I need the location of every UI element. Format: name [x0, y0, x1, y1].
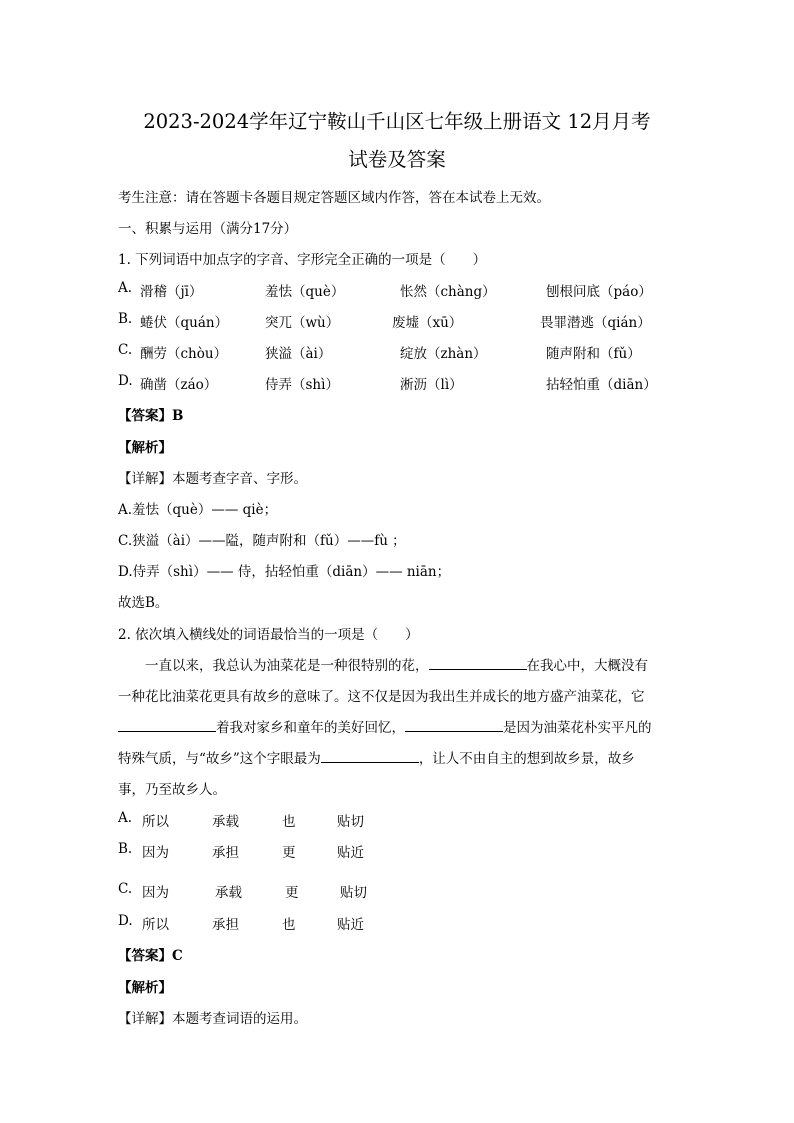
option-label: A. — [118, 810, 133, 826]
q1-stem: 1. 下列词语中加点字的字音、字形完全正确的一项是（ ） — [118, 252, 487, 268]
option-item: 承担 — [212, 845, 239, 861]
option-item: 拈轻怕重（diān） — [546, 377, 657, 393]
option-item: 也 — [282, 917, 296, 933]
option-item: 废墟（xū） — [392, 315, 463, 331]
section-heading: 一、积累与运用（满分17分） — [118, 221, 298, 237]
option-item: 滑稽（jī） — [140, 284, 203, 300]
option-item: 狭溢（ài） — [265, 346, 332, 362]
option-item: 更 — [285, 885, 299, 901]
para-text: 是因为油菜花朴实平凡的 — [503, 720, 652, 736]
option-item: 贴切 — [337, 814, 364, 830]
option-item: 贴近 — [337, 845, 364, 861]
q2-para-line — [118, 716, 652, 736]
q1-explain-a: A.羞怯（què）—— qiè； — [118, 502, 278, 518]
q1-answer: 【答案】B — [118, 408, 184, 424]
option-item: 贴切 — [340, 885, 367, 901]
option-item: 更 — [282, 845, 296, 861]
q1-conclusion: 故选B。 — [118, 595, 169, 611]
option-label: D. — [118, 373, 133, 389]
option-item: 羞怯（què） — [265, 284, 345, 300]
option-item: 蜷伏（quán） — [140, 315, 229, 331]
q1-detail: 【详解】本题考查字音、字形。 — [118, 471, 307, 487]
option-item: 刨根问底（páo） — [546, 284, 652, 300]
q2-answer: 【答案】C — [118, 948, 183, 964]
option-item: 绽放（zhàn） — [400, 346, 487, 362]
para-text: ，让人不由自主的想到故乡景，故乡 — [418, 751, 635, 767]
option-item: 所以 — [142, 917, 169, 933]
option-item: 突兀（wù） — [265, 315, 340, 331]
fill-blank-3 — [405, 717, 503, 732]
option-item: 酬劳（chòu） — [140, 346, 228, 362]
option-item: 承担 — [212, 917, 239, 933]
option-item: 侍弄（shì） — [265, 377, 339, 393]
option-label: B. — [118, 311, 133, 327]
fill-blank-1 — [429, 655, 527, 670]
para-text: 一直以来，我总认为油菜花是一种很特别的花， — [118, 658, 429, 674]
para-text: 特殊气质，与“故乡”这个字眼最为 — [118, 751, 321, 767]
q2-analysis: 【解析】 — [118, 980, 172, 996]
notice: 考生注意：请在答题卡各题目规定答题区域内作答，答在本试卷上无效。 — [118, 190, 550, 206]
para-text: 在我心中，大概没有 — [526, 658, 648, 674]
option-item: 随声附和（fǔ） — [546, 346, 641, 362]
option-item: 贴近 — [337, 917, 364, 933]
q2-stem: 2. 依次填入横线处的词语最恰当的一项是（ ） — [118, 627, 419, 643]
option-item: 畏罪潜逃（qián） — [540, 315, 651, 331]
q2-para-line — [118, 685, 645, 705]
fill-blank-4 — [321, 748, 419, 763]
option-item: 淅沥（lì） — [400, 377, 463, 393]
option-item: 也 — [282, 814, 296, 830]
option-label: A. — [118, 280, 133, 296]
title-line1: 2023-2024学年辽宁鞍山千山区七年级上册语文 12月月考 — [143, 110, 651, 133]
q2-para-line — [118, 778, 226, 798]
option-label: D. — [118, 913, 133, 929]
option-item: 承载 — [215, 885, 242, 901]
q1-explain-c: C.狭溢（ài）——隘，随声附和（fǔ）——fù ； — [118, 533, 406, 549]
q2-para-line — [118, 654, 648, 674]
q1-explain-d: D.侍弄（shì）—— 侍，拈轻怕重（diān）—— niān； — [118, 564, 451, 580]
option-label: C. — [118, 881, 133, 897]
para-text: 一种花比油菜花更具有故乡的意味了。这不仅是因为我出生并成长的地方盛产油菜花，它 — [118, 689, 645, 705]
option-item: 所以 — [142, 814, 169, 830]
q2-para-line — [118, 747, 635, 767]
option-label: C. — [118, 342, 133, 358]
option-item: 因为 — [142, 885, 169, 901]
fill-blank-2 — [118, 717, 216, 732]
para-text: 事，乃至故乡人。 — [118, 782, 226, 798]
q2-detail: 【详解】本题考查词语的运用。 — [118, 1011, 307, 1027]
option-item: 怅然（chàng） — [400, 284, 496, 300]
option-label: B. — [118, 841, 133, 857]
q1-analysis: 【解析】 — [118, 440, 172, 456]
para-text: 着我对家乡和童年的美好回忆， — [216, 720, 405, 736]
option-item: 承载 — [212, 814, 239, 830]
option-item: 因为 — [142, 845, 169, 861]
option-item: 确凿（záo） — [140, 377, 218, 393]
title-line2: 试卷及答案 — [348, 148, 446, 171]
